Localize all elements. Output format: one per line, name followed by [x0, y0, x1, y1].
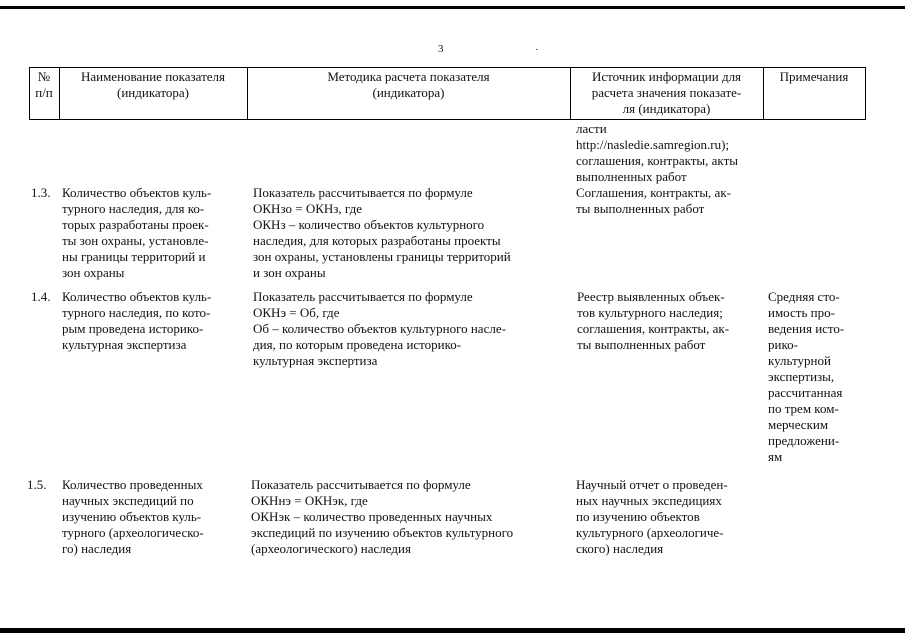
- bottom-border-bar: [0, 628, 905, 633]
- row-number: 1.4.: [31, 289, 51, 304]
- row-source: Соглашения, контракты, ак- ты выполненных работ: [576, 185, 731, 216]
- row-number: 1.3.: [31, 185, 51, 200]
- header-divider: [865, 67, 866, 120]
- row-method: Показатель рассчитывается по формуле ОКНнэ = ОКНэк, где ОКНэк – количество проведенных научных экспедиций по изучению объектов культурного (археологического) наследия: [251, 477, 514, 556]
- header-source: Источник информации для расчета значения показате- ля (индикатора): [591, 69, 742, 116]
- header-bottom-line: [29, 119, 866, 120]
- header-top-line: [29, 67, 866, 68]
- page-number: 3: [438, 43, 444, 55]
- header-notes: Примечания: [779, 69, 849, 84]
- row-source: Реестр выявленных объек- тов культурного наследия; соглашения, контракты, ак- ты выполненных работ: [577, 289, 730, 352]
- row-method: Показатель рассчитывается по формуле ОКНзо = ОКНз, где ОКНз – количество объектов культурного наследия, для которых разработаны проекты зон охраны, установлены границы территорий и зон охраны: [253, 185, 511, 280]
- row-notes: Средняя сто- имость про- ведения исто- рико- культурной экспертизы, рассчитанная по трем ком- мерческим предложени- ям: [768, 289, 845, 464]
- top-border-bar: [0, 6, 905, 9]
- row-number: 1.5.: [27, 477, 47, 492]
- header-num: № п/п: [35, 69, 53, 100]
- stray-mark: ·: [535, 44, 539, 56]
- row-method: Показатель рассчитывается по формуле ОКНэ = Об, где Об – количество объектов культурного насле- дия, по которым проведена историко- культурная экспертиза: [253, 289, 506, 368]
- continuation-source: ласти http://nasledie.samregion.ru); соглашения, контракты, акты выполненных работ: [576, 121, 738, 184]
- header-name: Наименование показателя (индикатора): [80, 69, 226, 100]
- row-indicator-name: Количество объектов куль- турного наследия, по кото- рым проведена историко- культурная экспертиза: [62, 289, 212, 352]
- row-indicator-name: Количество проведенных научных экспедиций по изучению объектов куль- турного (археологическо- го) наследия: [62, 477, 204, 556]
- row-source: Научный отчет о проведен- ных научных экспедициях по изучению объектов культурного (археологиче- ского) наследия: [576, 477, 728, 556]
- header-method: Методика расчета показателя (индикатора): [327, 69, 490, 100]
- row-indicator-name: Количество объектов куль- турного наследия, для ко- торых разработаны проек- ты зон охраны, установле- ны границы территорий и зон охраны: [62, 185, 212, 280]
